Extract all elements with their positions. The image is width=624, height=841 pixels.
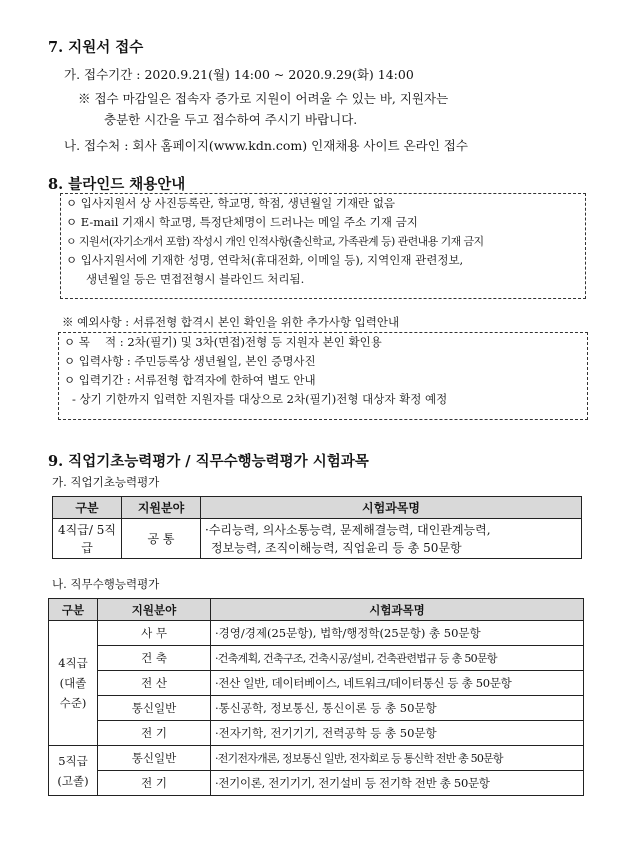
exception-list [64, 333, 447, 409]
subject-cell: ·건축계획, 건축구조, 건축시공/설비, 건축관련법규 등 총 50문항 [211, 646, 584, 671]
col-header: 시험과목명 [201, 497, 582, 519]
grade-cell: 4직급/ 5직급 [53, 519, 122, 559]
job-ability-table [48, 598, 584, 796]
field-cell: 전 산 [98, 671, 211, 696]
list-item: ㅇ 목 적 : 2차(필기) 및 3차(면접)전형 등 지원자 본인 확인용 [64, 335, 382, 349]
grade4-cell: 4직급 (대졸 수준) [49, 621, 98, 746]
list-item: ㅇ 입사지원서 상 사진등록란, 학교명, 학점, 생년월일 기재란 없음 [66, 196, 396, 210]
subject-line: 정보능력, 조직이해능력, 직업윤리 등 총 50문항 [211, 540, 462, 555]
list-item: ㅇ 입력사항 : 주민등록상 생년월일, 본인 증명사진 [64, 354, 316, 368]
col-header: 시험과목명 [211, 599, 584, 621]
section8-title: 8. 블라인드 채용안내 [48, 176, 186, 193]
basic-ability-label: 가. 직업기초능력평가 [52, 475, 160, 489]
section7-title: 7. 지원서 접수 [48, 39, 144, 56]
list-item: - 상기 기한까지 입력한 지원자를 대상으로 2차(필기)전형 대상자 확정 예정 [72, 392, 448, 406]
list-item: ㅇ E-mail 기재시 학교명, 특정단체명이 드러나는 메일 주소 기재 금지 [66, 215, 418, 229]
subject-cell: ·전기이론, 전기기기, 전기설비 등 전기학 전반 총 50문항 [211, 771, 584, 796]
deadline-note-line1: ※ 접수 마감일은 접속자 증가로 지원이 어려울 수 있는 바, 지원자는 [78, 91, 449, 106]
field-cell: 건 축 [98, 646, 211, 671]
section9-title: 9. 직업기초능력평가 / 직무수행능력평가 시험과목 [48, 453, 369, 470]
blind-info-list [66, 194, 484, 289]
subject-cell: ·전기전자개론, 정보통신 일반, 전자회로 등 통신학 전반 총 50문항 [211, 746, 584, 771]
subject-cell [201, 519, 582, 559]
subject-line: ·수리능력, 의사소통능력, 문제해결능력, 대인관계능력, [205, 522, 491, 537]
subject-cell: ·통신공학, 정보통신, 통신이론 등 총 50문항 [211, 696, 584, 721]
subject-cell: ·경영/경제(25문항), 법학/행정학(25문항) 총 50문항 [211, 621, 584, 646]
field-cell: 통신일반 [98, 696, 211, 721]
field-cell: 공 통 [122, 519, 201, 559]
application-place: 나. 접수처 : 회사 홈페이지(www.kdn.com) 인재채용 사이트 온라인 접수 [64, 138, 468, 153]
list-item: ㅇ 지원서(자기소개서 포함) 작성시 개인 인적사항(출신학교, 가족관계 등) 관련내용 기재 금지 [66, 235, 484, 248]
col-header: 구분 [49, 599, 98, 621]
application-period: 가. 접수기간 : 2020.9.21(월) 14:00 ~ 2020.9.29(화) 14:00 [64, 67, 414, 82]
field-cell: 통신일반 [98, 746, 211, 771]
deadline-note-line2: 충분한 시간을 두고 접수하여 주시기 바랍니다. [104, 112, 358, 127]
field-cell: 전 기 [98, 721, 211, 746]
subject-cell: ·전산 일반, 데이터베이스, 네트워크/데이터통신 등 총 50문항 [211, 671, 584, 696]
grade5-cell: 5직급 (고졸) [49, 746, 98, 796]
col-header: 지원분야 [98, 599, 211, 621]
field-cell: 사 무 [98, 621, 211, 646]
list-item: 생년월일 등은 면접전형시 블라인드 처리됨. [86, 272, 305, 286]
col-header: 구분 [53, 497, 122, 519]
exception-title: ※ 예외사항 : 서류전형 합격시 본인 확인을 위한 추가사항 입력안내 [62, 315, 400, 329]
field-cell: 전 기 [98, 771, 211, 796]
col-header: 지원분야 [122, 497, 201, 519]
list-item: ㅇ 입사지원서에 기재한 성명, 연락처(휴대전화, 이메일 등), 지역인재 관련정보, [66, 253, 464, 267]
job-ability-label: 나. 직무수행능력평가 [52, 577, 160, 591]
basic-ability-table [52, 496, 582, 559]
list-item: ㅇ 입력기간 : 서류전형 합격자에 한하여 별도 안내 [64, 373, 316, 387]
subject-cell: ·전자기학, 전기기기, 전력공학 등 총 50문항 [211, 721, 584, 746]
